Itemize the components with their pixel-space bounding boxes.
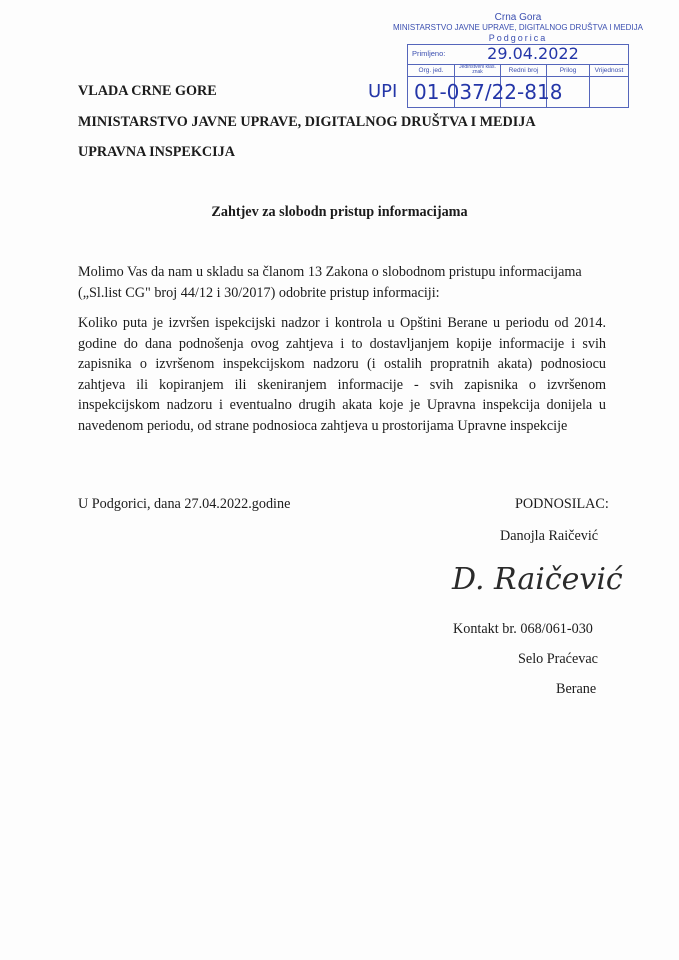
applicant-contact: Kontakt br. 068/061-030 [453,621,593,637]
stamp-prefix: UPI [368,81,398,102]
stamp-col-vrijednost: Vrijednost [590,64,629,76]
stamp-ministry: MINISTARSTVO JAVNE UPRAVE, DIGITALNOG DRUŠTVA I MEDIJA [393,23,643,32]
paragraph-request: Molimo Vas da nam u skladu sa članom 13 Zakona o slobodnom pristupu informacijama („Sl.list CG" broj 44/12 i 30/2017) odobrite pristup informaciji: [78,264,582,301]
stamp-city: Podgorica [488,33,548,43]
stamp-col-klas: Jedinstveni klas. znak [455,64,501,76]
header-government: VLADA CRNE GORE [78,83,217,99]
stamp-number: 01-037/22-818 [414,80,563,104]
stamp-received-date: 29.04.2022 [487,44,579,63]
stamp-col-org: Org. jed. [408,64,455,76]
header-inspection: UPRAVNA INSPEKCIJA [78,144,236,160]
applicant-town: Berane [556,681,597,697]
applicant-village: Selo Praćevac [518,651,598,667]
stamp-col-prilog: Prilog [547,64,590,76]
stamp-col-redni: Redni broj [501,64,547,76]
document-title: Zahtjev za slobodn pristup informacijama [211,204,468,220]
header-ministry: MINISTARSTVO JAVNE UPRAVE, DIGITALNOG DRUŠTVA I MEDIJA [78,114,536,130]
applicant-label: PODNOSILAC: [515,496,609,512]
place-date: U Podgorici, dana 27.04.2022.godine [78,496,291,512]
signature: D. Raičević [452,562,623,597]
paragraph-details: Koliko puta je izvršen ispekcijski nadzor i kontrola u Opštini Berane u periodu od 2014. godine do dana podnošenja ovog zahtjeva i to dostavljanjem kopije informacije i svih zapisnika o izvršenom inspekcijskom nadzoru (i ostalih propratnih akata) podnosiocu zahtjeva ili kopiranjem ili skeniranjem informacije - svih zapisnika o izvršenom inspekcijskom nadzoru i eventualno drugih akata koje je Upravna inspekcija donijela u navedenom periodu, od strane podnosioca zahtjeva u prostorijama Upravne inspekcije [78,315,606,434]
stamp-country: Crna Gora [494,12,542,23]
applicant-name: Danojla Raičević [500,528,599,544]
stamp-received-label: Primljeno: [412,49,446,58]
